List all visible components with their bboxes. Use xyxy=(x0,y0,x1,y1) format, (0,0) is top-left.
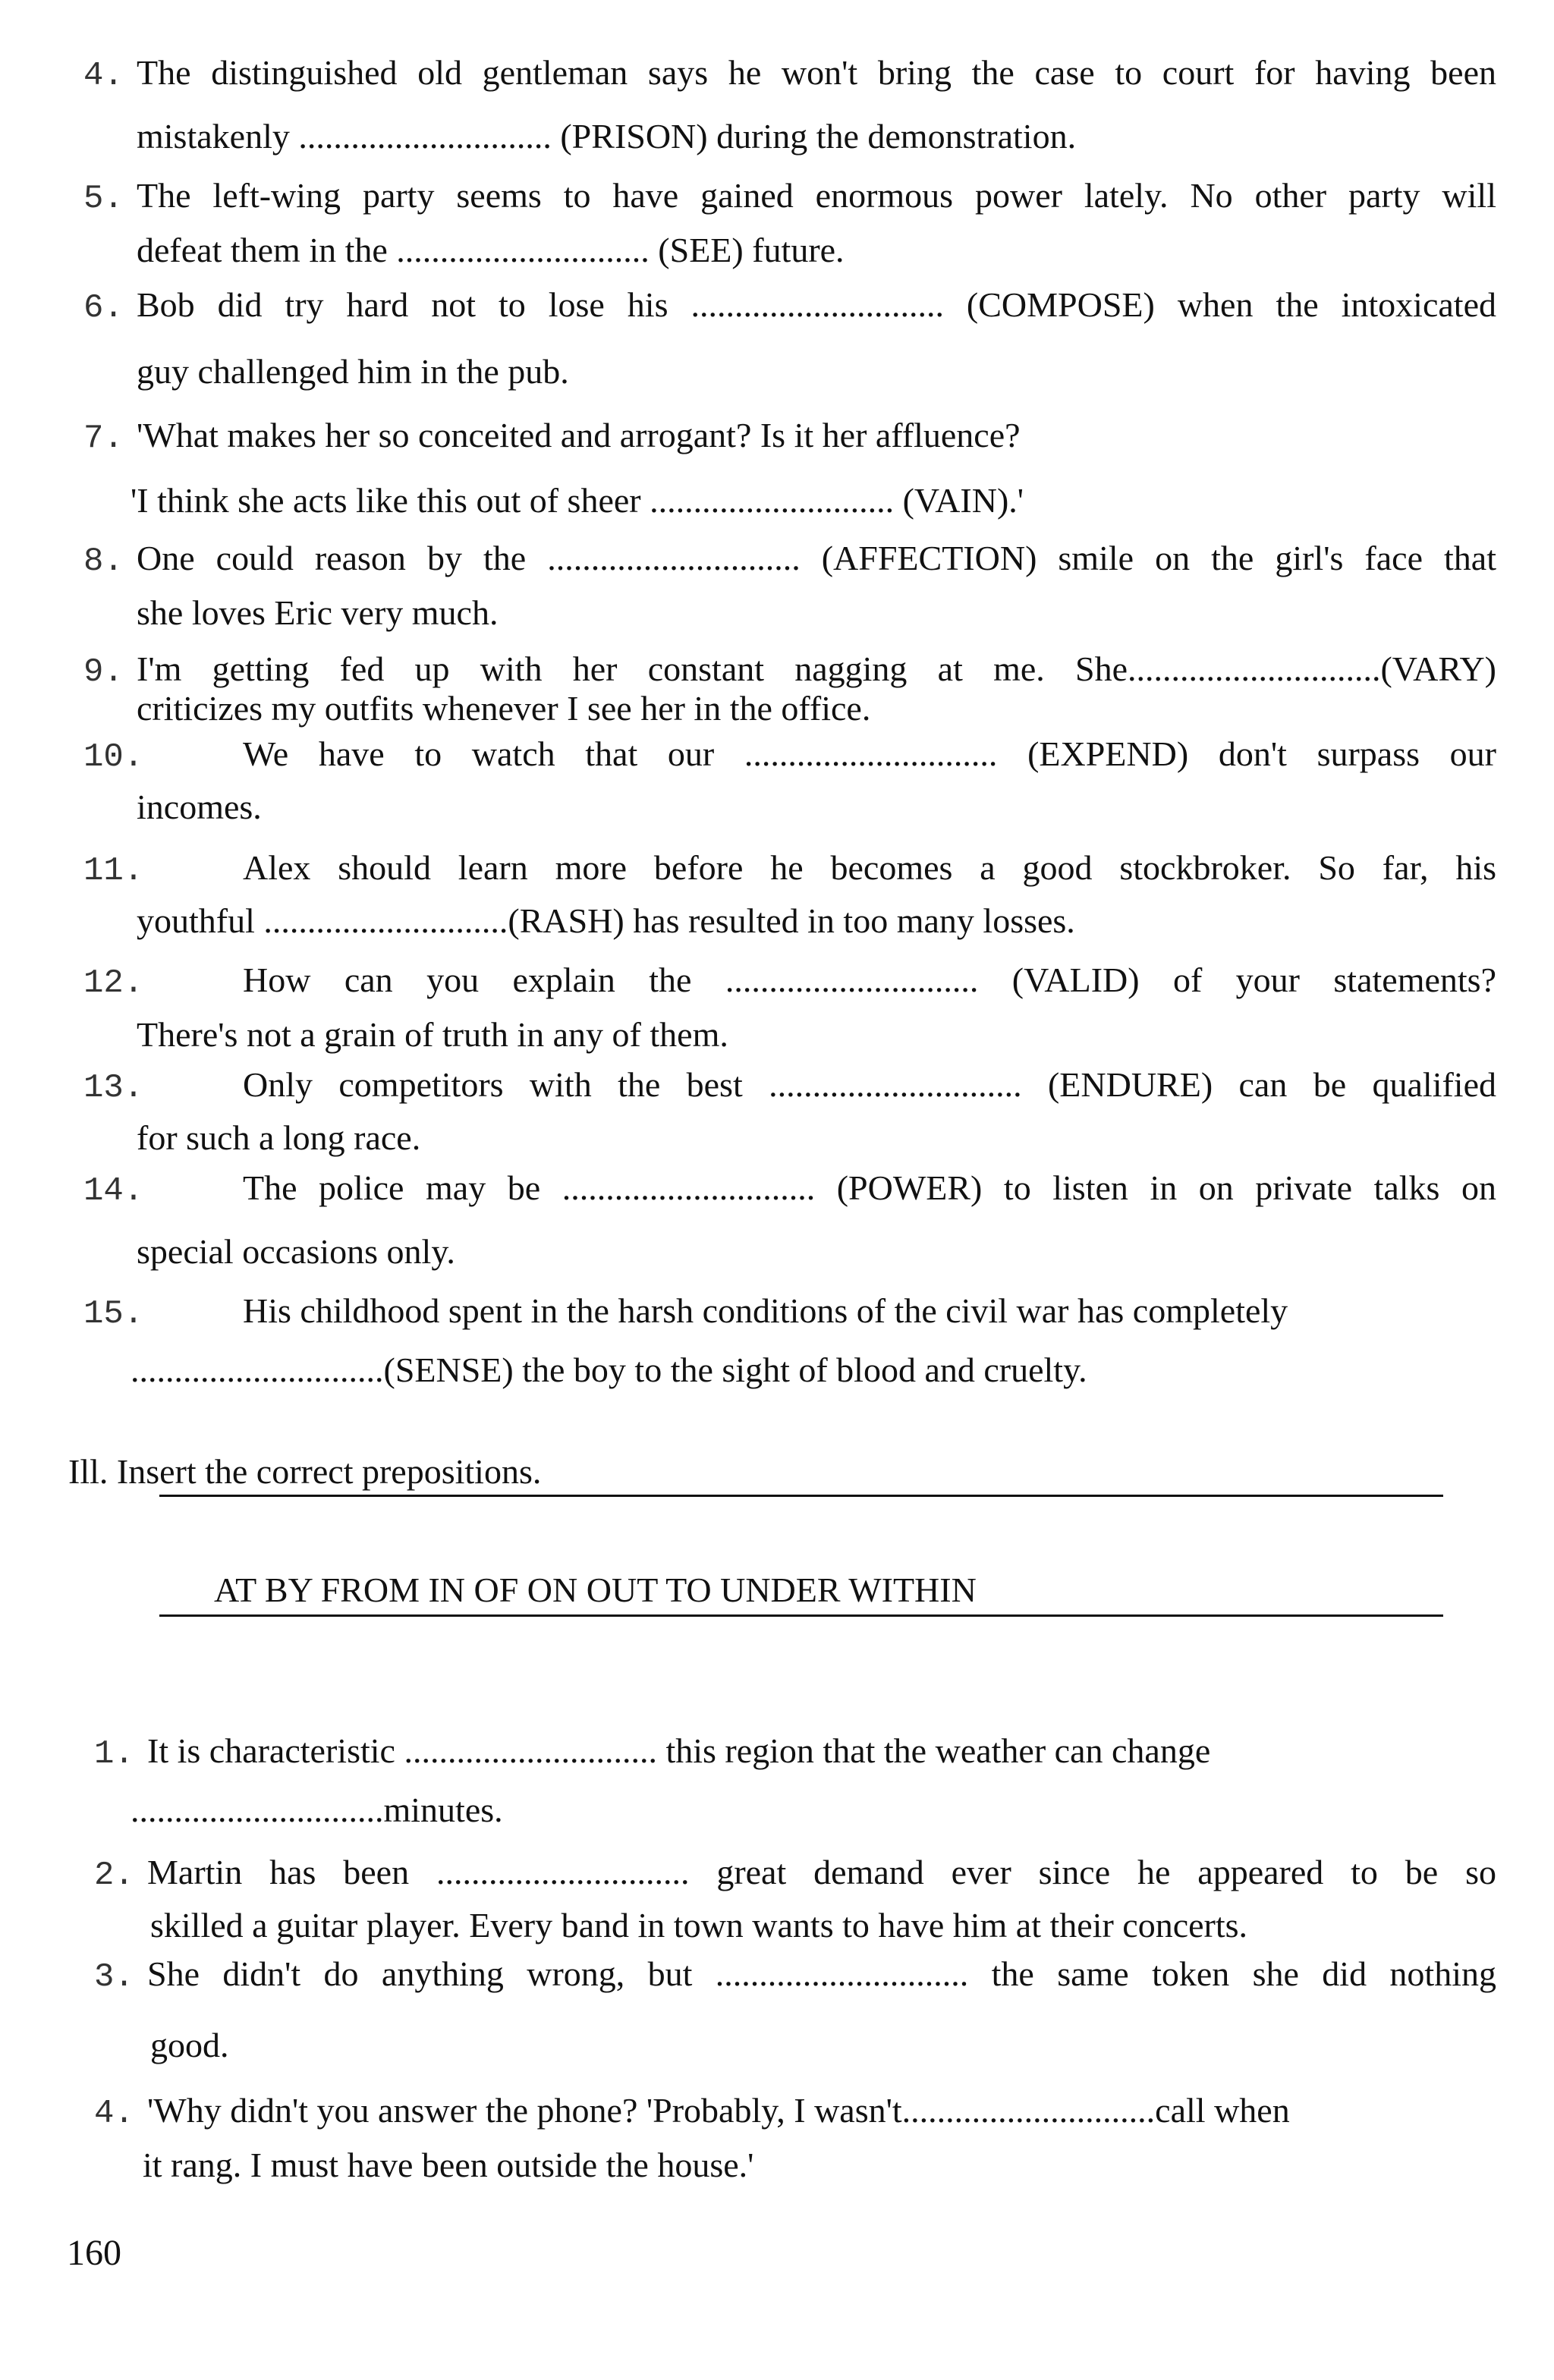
item-text: It is characteristic ............................. this region that the weather can change xyxy=(147,1731,1211,1770)
heading-underline xyxy=(159,1495,1443,1497)
exercise-item-12-line-2: There's not a grain of truth in any of them. xyxy=(137,1015,728,1054)
item-number: 4. xyxy=(83,57,124,95)
item-text: Bob did try hard not to lose his ............................. (COMPOSE) when the intoxicated xyxy=(137,285,1496,324)
item-text: The police may be ............................. (POWER) to listen in on private talks on xyxy=(243,1168,1496,1207)
exercise-item-4-line-1 xyxy=(83,52,1496,97)
item-text: Martin has been ............................. great demand ever since he appeared to be so xyxy=(147,1853,1496,1891)
item-number: 13. xyxy=(83,1069,144,1107)
exercise-item-5-line-1 xyxy=(83,174,1496,220)
item-text: The distinguished old gentleman says he won't bring the case to court for having been xyxy=(137,53,1496,92)
exercise-item-10-line-1 xyxy=(83,733,1496,778)
item-text: 'Why didn't you answer the phone? 'Probably, I wasn't.............................call when xyxy=(147,2091,1290,2130)
exercise-item-10-line-2: incomes. xyxy=(137,788,262,826)
item-text: She didn't do anything wrong, but ............................. the same token she did nothing xyxy=(147,1954,1496,1993)
item-number: 5. xyxy=(83,180,124,218)
exercise-item-2-line-2: skilled a guitar player. Every band in town wants to have him at their concerts. xyxy=(150,1906,1248,1945)
exercise-item-9-line-2: criticizes my outfits whenever I see her in the office. xyxy=(137,689,871,728)
item-number: 10. xyxy=(83,738,144,776)
exercise-item-13-line-1 xyxy=(83,1064,1496,1109)
exercise-item-15-line-1 xyxy=(83,1290,1288,1335)
item-text: The left-wing party seems to have gained enormous power lately. No other party will xyxy=(137,176,1496,215)
exercise-item-12-line-1 xyxy=(83,959,1496,1005)
exercise-item-15-line-2: .............................(SENSE) the boy to the sight of blood and cruelty. xyxy=(131,1350,1087,1389)
exercise-item-6-line-2: guy challenged him in the pub. xyxy=(137,352,569,391)
exercise-item-11-line-1 xyxy=(83,847,1496,892)
exercise-item-14-line-2: special occasions only. xyxy=(137,1232,455,1271)
exercise-item-2-line-1 xyxy=(94,1851,1496,1897)
exercise-item-6-line-1 xyxy=(83,284,1496,329)
item-number: 14. xyxy=(83,1172,144,1210)
exercise-item-14-line-1 xyxy=(83,1167,1496,1212)
exercise-item-1-line-2: .............................minutes. xyxy=(131,1791,503,1829)
section-heading: Ill. Insert the correct prepositions. xyxy=(68,1452,542,1491)
item-text: One could reason by the ............................. (AFFECTION) smile on the girl's face that xyxy=(137,539,1496,577)
word-bank: AT BY FROM IN OF ON OUT TO UNDER WITHIN xyxy=(214,1570,977,1609)
exercise-item-1-line-1 xyxy=(94,1730,1210,1775)
item-text: Alex should learn more before he becomes a good stockbroker. So far, his xyxy=(243,848,1496,887)
exercise-item-8-line-1 xyxy=(83,537,1496,583)
item-number: 2. xyxy=(94,1857,134,1894)
exercise-item-3-line-2: good. xyxy=(150,2026,229,2064)
exercise-item-13-line-2: for such a long race. xyxy=(137,1118,421,1157)
page-number: 160 xyxy=(67,2233,121,2273)
exercise-item-4-line-2: mistakenly ............................. (PRISON) during the demonstration. xyxy=(137,117,1077,156)
item-number: 12. xyxy=(83,964,144,1002)
exercise-item-7-line-1 xyxy=(83,414,1021,460)
item-text: How can you explain the ............................. (VALID) of your statements? xyxy=(243,960,1496,999)
item-text: 'What makes her so conceited and arrogant? Is it her affluence? xyxy=(137,416,1021,454)
exercise-item-9-line-1 xyxy=(83,648,1496,693)
exercise-item-11-line-2: youthful ............................(RASH) has resulted in too many losses. xyxy=(137,901,1075,940)
exercise-item-4-prep-line-1 xyxy=(94,2089,1290,2135)
item-number: 1. xyxy=(94,1735,134,1773)
item-number: 15. xyxy=(83,1295,144,1333)
item-text: His childhood spent in the harsh conditions of the civil war has completely xyxy=(243,1291,1288,1330)
exercise-item-8-line-2: she loves Eric very much. xyxy=(137,593,499,632)
item-number: 7. xyxy=(83,420,124,457)
exercise-item-4-prep-line-2: it rang. I must have been outside the house.' xyxy=(143,2146,754,2184)
word-bank-underline xyxy=(159,1614,1443,1617)
item-text: I'm getting fed up with her constant nagging at me. She.............................(VARY) xyxy=(137,649,1496,688)
exercise-item-3-line-1 xyxy=(94,1953,1496,1998)
item-number: 8. xyxy=(83,542,124,580)
exercise-item-5-line-2: defeat them in the ............................. (SEE) future. xyxy=(137,231,845,269)
item-text: We have to watch that our ............................. (EXPEND) don't surpass our xyxy=(243,734,1496,773)
exercise-item-7-line-2: 'I think she acts like this out of sheer ............................ (VAIN).' xyxy=(131,481,1024,520)
item-number: 6. xyxy=(83,289,124,327)
item-text: Only competitors with the best ............................. (ENDURE) can be qualified xyxy=(243,1065,1496,1104)
item-number: 4. xyxy=(94,2095,134,2133)
item-number: 9. xyxy=(83,653,124,691)
item-number: 3. xyxy=(94,1958,134,1996)
item-number: 11. xyxy=(83,852,144,890)
